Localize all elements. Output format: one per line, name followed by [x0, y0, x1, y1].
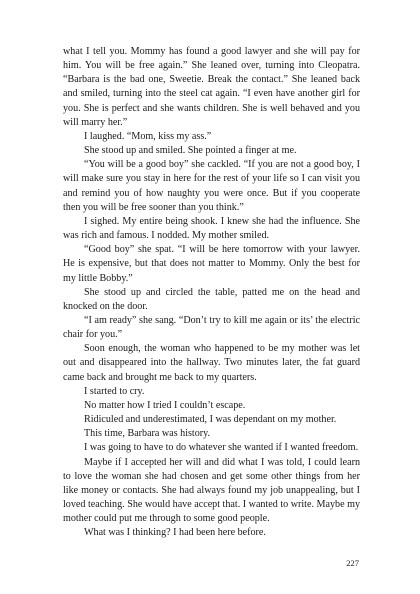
paragraph: what I tell you. Mommy has found a good lawyer and she will pay for him. You will be free again.” She leaned over, turning into Cleopatra. “Barbara is the bad one, Sweetie. Break the contact.” She leaned back and smiled, turning into the steel cat again. “I even have another girl for you. She is perfect and she wants children. She is well behaved and you will marry her.”: [63, 46, 360, 128]
paragraph: This time, Barbara was history.: [84, 428, 211, 440]
paragraph: No matter how I tried I couldn’t escape.: [84, 399, 246, 411]
paragraph: She stood up and circled the table, patted me on the head and knocked on the door.: [63, 286, 360, 312]
paragraph: Soon enough, the woman who happened to be my mother was let out and disappeared into the hallway. Two minutes later, the fat guard came back and brought me back to my quarters.: [63, 343, 360, 383]
paragraph: What was I thinking? I had been here before.: [84, 527, 266, 539]
paragraph: I sighed. My entire being shook. I knew she had the influence. She was rich and famous. I nodded. My mother smiled.: [63, 215, 360, 242]
paragraph: Ridiculed and underestimated, I was dependant on my mother.: [84, 414, 337, 426]
paragraph: I started to cry.: [84, 385, 145, 397]
paragraph: I was going to have to do whatever she wanted if I wanted freedom.: [84, 442, 359, 454]
paragraph: “Good boy” she spat. “I will be here tomorrow with your lawyer. He is expensive, but that does not matter to Mommy. Only the best for my little Bobby.”: [63, 244, 360, 284]
paragraph: “I am ready” she sang. “Don’t try to kill me again or its’ the electric chair for you.”: [63, 314, 360, 341]
page-number: 227: [346, 558, 359, 568]
body-text: [63, 45, 360, 540]
paragraph: I laughed. “Mom, kiss my ass.”: [84, 130, 212, 142]
paragraph: “You will be a good boy” she cackled. “If you are not a good boy, I will make sure you stay in here for the rest of your life so I can visit you and remind you of how naughty you were once. But if you cooperate then you will be free sooner than you think.”: [63, 159, 360, 213]
paragraph: Maybe if I accepted her will and did what I was told, I could learn to love the woman she had chosen and get some other things from her like money or contacts. She had always found my job unappealing, but I loved teaching. She would have accept that. I wanted to write. Maybe my mother could put me through to some good people.: [63, 456, 360, 525]
paragraph: She stood up and smiled. She pointed a finger at me.: [84, 145, 297, 157]
